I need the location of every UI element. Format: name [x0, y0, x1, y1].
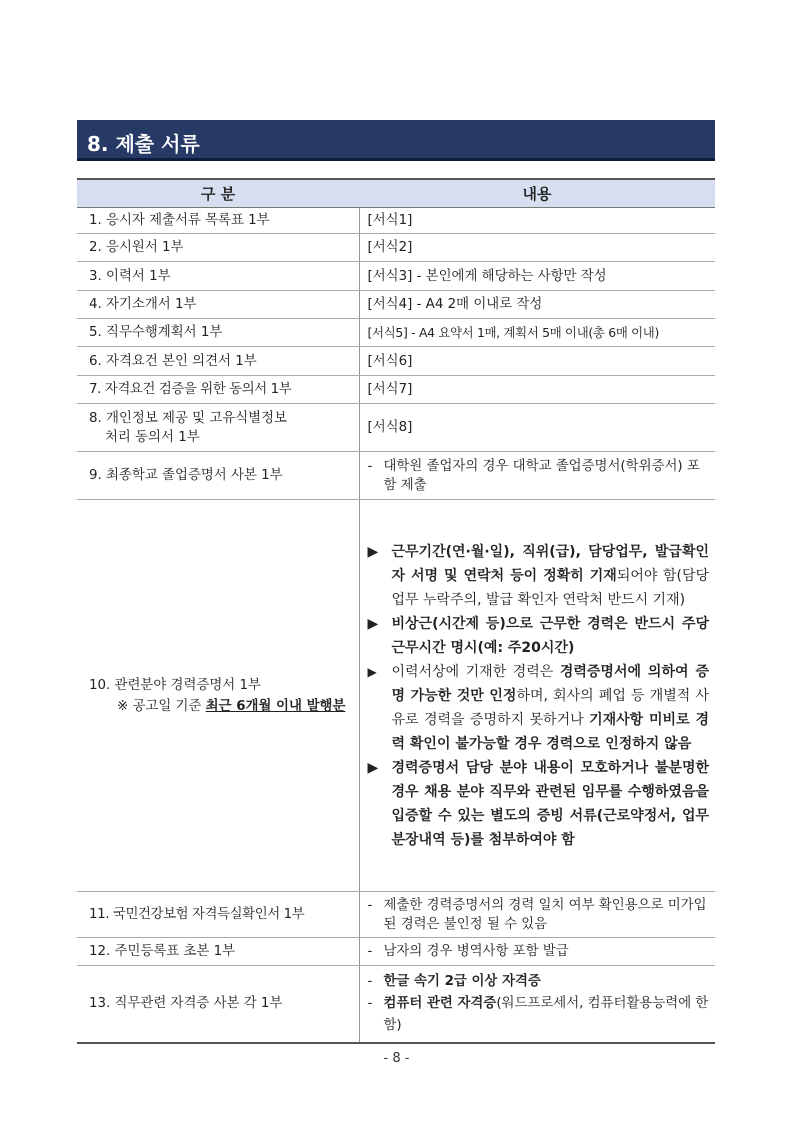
row-content-text: (워드프로세서, 컴퓨터활용능력에 한함) — [383, 995, 709, 1033]
header-category: 구 분 — [77, 179, 359, 208]
arrow-icon: ▶ — [367, 543, 379, 560]
table-row — [77, 291, 715, 319]
row-content — [359, 500, 715, 892]
section-title: 8. 제출 서류 — [77, 120, 715, 161]
dash-marker: - — [367, 973, 373, 989]
table-row — [77, 938, 715, 966]
bullet-text: 되어야 함(담당업무 누락주의, 발급 확인자 연락처 반드시 기재) — [391, 567, 709, 608]
bullet-item — [368, 756, 710, 852]
bullet-item — [368, 660, 710, 756]
row-content-text: 남자의 경우 병역사항 포함 발급 — [383, 944, 569, 959]
table-row — [77, 234, 715, 262]
bullet-item — [368, 612, 710, 660]
table-row — [77, 404, 715, 452]
table-row — [77, 500, 715, 892]
row-content: [서식2] — [359, 234, 715, 262]
row-item: 7. 자격요건 검증을 위한 동의서 1부 — [77, 376, 359, 404]
bullet-item — [368, 540, 710, 612]
row-content — [359, 892, 715, 938]
row-content-bold: 컴퓨터 관련 자격증 — [383, 995, 497, 1011]
row-item: 2. 응시원서 1부 — [77, 234, 359, 262]
dash-marker: - — [367, 458, 373, 474]
bullet-bold: 경력증명서 담당 분야 내용이 모호하거나 불분명한 경우 채용 분야 직무와 관련된 임무를 수행하였음을 입증할 수 있는 별도의 증빙 서류(근로약정서, 업무분장내역 등)를 첨부하여야 함 — [391, 759, 709, 848]
note-emphasis: 최근 6개월 이내 발행분 — [205, 698, 346, 714]
row-item — [77, 404, 359, 452]
arrow-outline-icon: ▶ — [367, 664, 377, 679]
table-row — [77, 319, 715, 347]
row-content: [서식3] - 본인에게 해당하는 사항만 작성 — [359, 262, 715, 291]
row-item: 12. 주민등록표 초본 1부 — [77, 938, 359, 966]
row-content-text: 제출한 경력증명서의 경력 일치 여부 확인용으로 미가입된 경력은 불인정 될 수 있음 — [383, 897, 707, 932]
row-content: [서식4] - A4 2매 이내로 작성 — [359, 291, 715, 319]
row-item-note — [89, 697, 353, 716]
bullet-bold: 비상근(시간제 등)으로 근무한 경력은 반드시 주당 근무시간 명시(예: 주20시간) — [391, 615, 709, 656]
bullet-bold: 경력증명서에 의하여 증명 가능한 것만 인정 — [391, 663, 709, 704]
row-content — [359, 452, 715, 500]
row-content — [359, 938, 715, 966]
row-item — [77, 500, 359, 892]
row-content-bold: 한글 속기 2급 이상 자격증 — [383, 973, 541, 989]
row-item: 6. 자격요건 본인 의견서 1부 — [77, 347, 359, 376]
row-item: 1. 응시자 제출서류 목록표 1부 — [77, 208, 359, 234]
arrow-icon: ▶ — [367, 615, 379, 632]
arrow-icon: ▶ — [367, 759, 379, 776]
table-row — [77, 208, 715, 234]
note-prefix: ※ 공고일 기준 — [117, 698, 206, 714]
row-item: 3. 이력서 1부 — [77, 262, 359, 291]
table-row — [77, 376, 715, 404]
row-content: [서식5] - A4 요약서 1매, 계획서 5매 이내(총 6매 이내) — [359, 319, 715, 347]
dash-marker: - — [367, 944, 373, 959]
row-item: 11. 국민건강보험 자격득실확인서 1부 — [77, 892, 359, 938]
row-item-line1: 8. 개인정보 제공 및 고유식별정보 — [89, 410, 287, 426]
row-item-title: 10. 관련분야 경력증명서 1부 — [89, 677, 261, 693]
row-content — [359, 966, 715, 1043]
page-number: - 8 - — [383, 1051, 410, 1066]
row-item: 5. 직무수행계획서 1부 — [77, 319, 359, 347]
table-row — [77, 262, 715, 291]
table-row — [77, 966, 715, 1043]
bullet-bold: 근무기간(연·월·일), 직위(급), 담당업무, 발급확인자 서명 및 연락처 등이 정확히 기재 — [391, 543, 709, 584]
row-content: [서식7] — [359, 376, 715, 404]
header-content: 내용 — [359, 179, 715, 208]
bullet-text: 하며, 회사의 폐업 등 개별적 사유로 경력을 증명하지 못하거나 — [391, 687, 709, 728]
row-item: 9. 최종학교 졸업증명서 사본 1부 — [77, 452, 359, 500]
dash-marker: - — [367, 995, 373, 1011]
row-content: [서식1] — [359, 208, 715, 234]
table-row — [77, 347, 715, 376]
bullet-text: 이력서상에 기재한 경력은 — [391, 663, 560, 680]
row-content: [서식8] — [359, 404, 715, 452]
row-item: 13. 직무관련 자격증 사본 각 1부 — [77, 966, 359, 1043]
table-row — [77, 452, 715, 500]
row-item-line2: 처리 동의서 1부 — [105, 429, 200, 445]
documents-table — [77, 178, 715, 1044]
table-row — [77, 892, 715, 938]
row-item: 4. 자기소개서 1부 — [77, 291, 359, 319]
bullet-bold: 기재사항 미비로 경력 확인이 불가능할 경우 경력으로 인정하지 않음 — [391, 711, 709, 752]
dash-marker: - — [367, 897, 373, 913]
row-content-text: 대학원 졸업자의 경우 대학교 졸업증명서(학위증서) 포함 제출 — [383, 458, 700, 493]
row-content: [서식6] — [359, 347, 715, 376]
table-header-row — [77, 179, 715, 208]
